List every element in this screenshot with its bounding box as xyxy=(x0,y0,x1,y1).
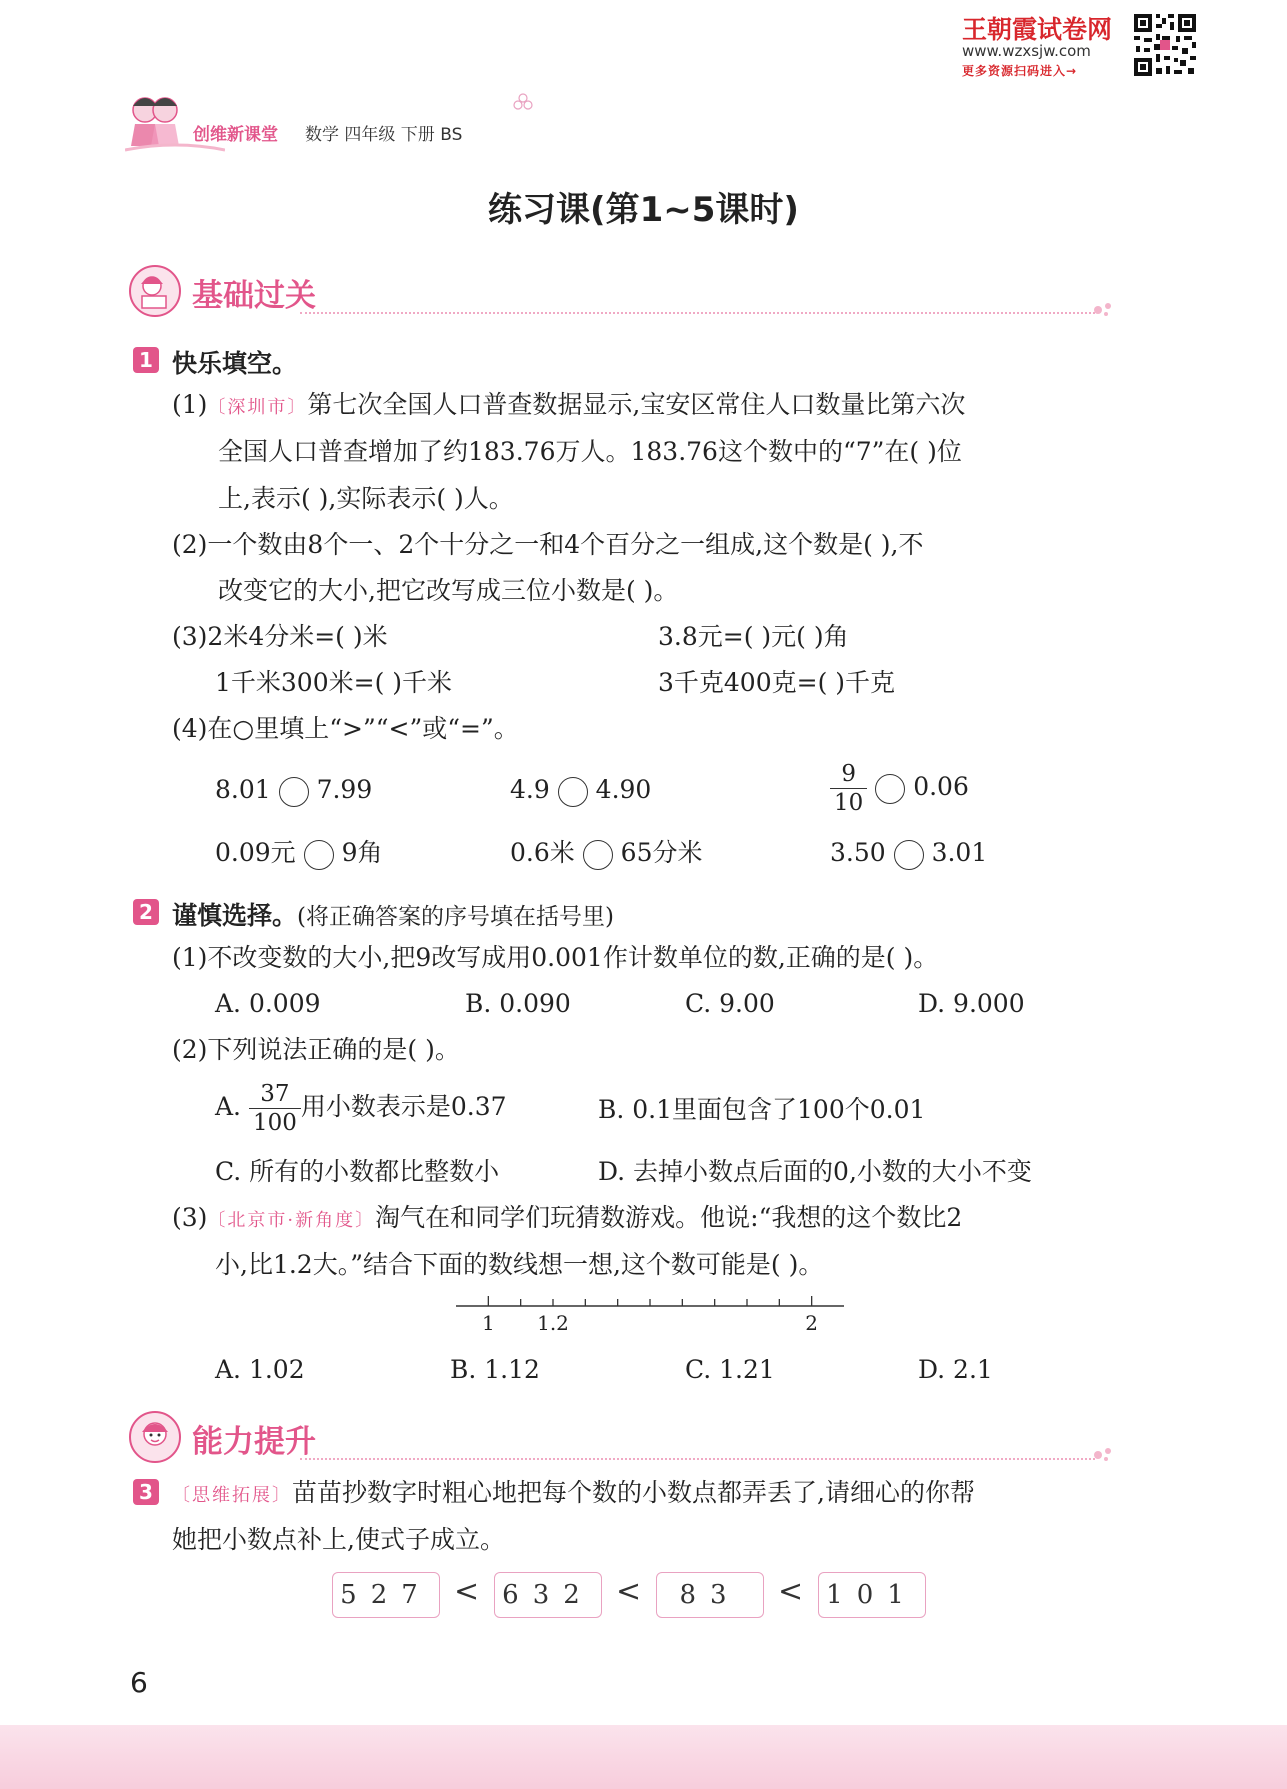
section-divider xyxy=(300,312,1095,314)
digit-box[interactable]: 101 xyxy=(818,1572,926,1618)
q1-p3-b: 3.8元=( )元( )角 xyxy=(658,622,849,651)
compare-circle[interactable] xyxy=(304,840,334,870)
q1-p1-line1: (1)〔深圳市〕第七次全国人口普查数据显示,宝安区常住人口数量比第六次 xyxy=(172,390,966,419)
compare-item: 8.01 7.99 xyxy=(215,775,372,807)
q2-p3-line2: 小,比1.2大。”结合下面的数线想一想,这个数可能是( )。 xyxy=(215,1250,824,1279)
compare-circle[interactable] xyxy=(583,840,613,870)
compare-item: 0.09元 9角 xyxy=(215,838,382,870)
q1-p1-line3: 上,表示( ),实际表示( )人。 xyxy=(218,484,514,513)
compare-circle[interactable] xyxy=(279,777,309,807)
digit-box[interactable]: 632 xyxy=(494,1572,602,1618)
q2-p2-line: (2)下列说法正确的是( )。 xyxy=(172,1035,460,1064)
q1-p3-c: 1千米300米=( )千米 xyxy=(215,668,453,697)
compare-item: 0.6米 65分米 xyxy=(510,838,702,870)
compare-circle[interactable] xyxy=(894,840,924,870)
option-b: B. 0.090 xyxy=(465,989,571,1018)
q1-p4-line: (4)在○里填上“>”“<”或“=”。 xyxy=(172,714,519,743)
option-d: D. 去掉小数点后面的0,小数的大小不变 xyxy=(598,1157,1032,1186)
dots-icon xyxy=(1092,298,1116,318)
option-a: A. $\frac{37}{100}$ 用小数表示是0.37 xyxy=(215,1081,507,1136)
q2-p3-line1: (3)〔北京市·新角度〕淘气在和同学们玩猜数游戏。他说:“我想的这个数比2 xyxy=(172,1203,963,1232)
footer-band xyxy=(0,1725,1287,1789)
option-c: C. 9.00 xyxy=(685,989,775,1018)
less-than-sign: < xyxy=(454,1574,480,1609)
option-d: D. 9.000 xyxy=(918,989,1025,1018)
digit-box[interactable]: 527 xyxy=(332,1572,440,1618)
q1-p3-a: (3)2米4分米=( )米 xyxy=(172,622,388,651)
fraction: $\frac{9}{10}$ xyxy=(830,760,867,817)
option-d: D. 2.1 xyxy=(918,1355,993,1384)
option-b: B. 1.12 xyxy=(450,1355,540,1384)
section-divider xyxy=(300,1458,1095,1460)
brand-note: 更多资源扫码进入→ xyxy=(962,64,1078,78)
flower-icon xyxy=(512,92,534,114)
digit-box[interactable]: 83 xyxy=(656,1572,764,1618)
option-c: C. 1.21 xyxy=(685,1355,775,1384)
question-number-badge: 3 xyxy=(133,1479,159,1505)
option-c: C. 所有的小数都比整数小 xyxy=(215,1157,500,1186)
q1-p3-d: 3千克400克=( )千克 xyxy=(658,668,896,697)
section-title-basic: 基础过关 xyxy=(192,278,316,314)
page-number: 6 xyxy=(130,1666,148,1699)
compare-circle[interactable] xyxy=(875,774,905,804)
fraction: $\frac{37}{100}$ xyxy=(249,1080,301,1137)
question-heading: 快乐填空。 xyxy=(172,349,298,378)
region-tag: 〔北京市·新角度〕 xyxy=(207,1210,376,1231)
less-than-sign: < xyxy=(778,1574,804,1609)
question-number-badge: 2 xyxy=(133,899,159,925)
compare-item: 4.9 4.90 xyxy=(510,775,651,807)
brand-url[interactable]: www.wzxsjw.com xyxy=(962,42,1091,60)
question-number-badge: 1 xyxy=(133,347,159,373)
number-line-label: 1 xyxy=(481,1311,495,1335)
number-line xyxy=(450,1290,850,1340)
compare-item: $\frac{9}{10}$ 0.06 xyxy=(830,760,969,817)
q2-p1-line: (1)不改变数的大小,把9改写成用0.001作计数单位的数,正确的是( )。 xyxy=(172,943,939,972)
option-a: A. 1.02 xyxy=(215,1355,305,1384)
q3-line1: 〔思维拓展〕苗苗抄数字时粗心地把每个数的小数点都弄丢了,请细心的你帮 xyxy=(172,1478,975,1507)
page-title: 练习课(第1~5课时) xyxy=(488,190,799,230)
q1-p2-line1: (2)一个数由8个一、2个十分之一和4个百分之一组成,这个数是( ),不 xyxy=(172,530,924,559)
region-tag: 〔深圳市〕 xyxy=(207,397,308,418)
q1-p2-line2: 改变它的大小,把它改写成三位小数是( )。 xyxy=(218,576,679,605)
dots-icon xyxy=(1092,1443,1116,1463)
question-heading: 谨慎选择。(将正确答案的序号填在括号里) xyxy=(172,901,614,930)
number-line-label: 2 xyxy=(805,1311,819,1335)
q3-line2: 她把小数点补上,使式子成立。 xyxy=(172,1525,505,1554)
topic-tag: 〔思维拓展〕 xyxy=(172,1485,292,1506)
number-line-label: 1.2 xyxy=(537,1311,569,1335)
q1-p1-line2: 全国人口普查增加了约183.76万人。183.76这个数中的“7”在( )位 xyxy=(218,437,962,466)
series-name: 创维新课堂 xyxy=(193,125,278,145)
brand-title: 王朝霞试卷网 xyxy=(962,15,1113,44)
compare-circle[interactable] xyxy=(558,777,588,807)
less-than-sign: < xyxy=(616,1574,642,1609)
section-title-advanced: 能力提升 xyxy=(192,1424,316,1460)
option-b: B. 0.1里面包含了100个0.01 xyxy=(598,1095,926,1124)
option-a: A. 0.009 xyxy=(215,989,321,1018)
girl-reading-icon xyxy=(128,264,182,318)
qr-code-icon[interactable] xyxy=(1132,12,1198,78)
compare-item: 3.50 3.01 xyxy=(830,838,987,870)
course-info: 数学 四年级 下册 BS xyxy=(305,125,463,145)
girl-thinking-icon xyxy=(128,1410,182,1464)
